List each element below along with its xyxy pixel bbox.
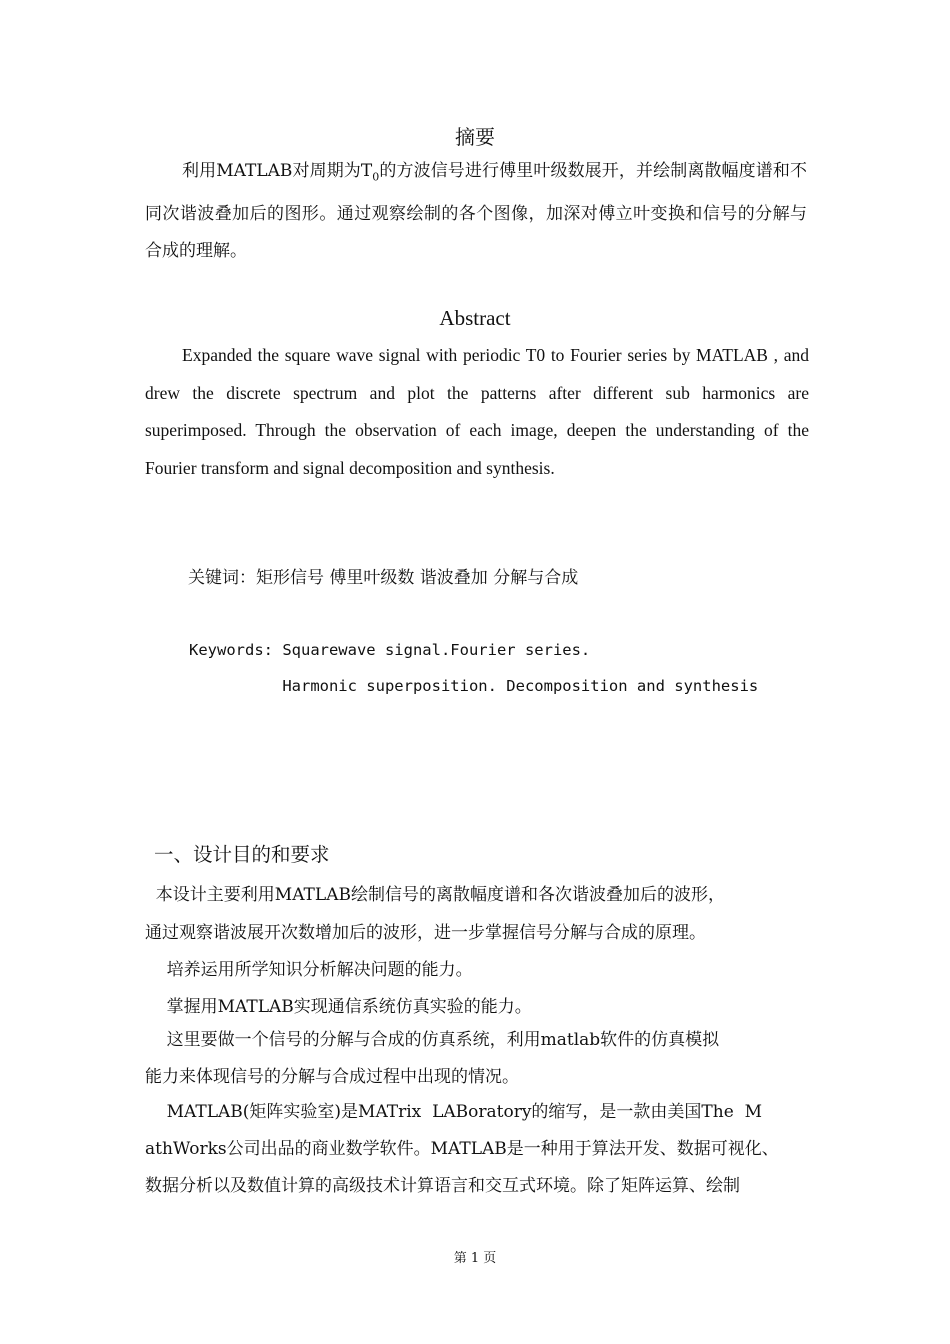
abstract-cn-title: 摘要 <box>455 125 495 149</box>
section-1-line: athWorks公司出品的商业数学软件。MATLAB是一种用于算法开发、数据可视化、 <box>145 1139 779 1159</box>
keywords-cn: 关键词：矩形信号 傅里叶级数 谐波叠加 分解与合成 <box>188 568 579 588</box>
abstract-cn-text-start: 利用MATLAB对周期为T <box>182 161 373 181</box>
page-number: 第 1 页 <box>453 1251 497 1266</box>
keywords-en-line-1: Keywords: Squarewave signal.Fourier series. <box>189 641 591 659</box>
section-1-line: 能力来体现信号的分解与合成过程中出现的情况。 <box>145 1067 519 1087</box>
abstract-cn-body <box>145 153 807 271</box>
section-1-line: 这里要做一个信号的分解与合成的仿真系统，利用matlab软件的仿真模拟 <box>145 1030 720 1050</box>
abstract-cn-subscript: 0 <box>372 170 380 184</box>
section-1-line: 通过观察谐波展开次数增加后的波形，进一步掌握信号分解与合成的原理。 <box>145 923 706 943</box>
section-1-line: 培养运用所学知识分析解决问题的能力。 <box>145 960 473 980</box>
section-1-line: 掌握用MATLAB实现通信系统仿真实验的能力。 <box>145 997 532 1017</box>
section-1-line: 本设计主要利用MATLAB绘制信号的离散幅度谱和各次谐波叠加后的波形， <box>145 885 725 905</box>
keywords-en-line-2: Harmonic superposition. Decomposition and synthesis <box>189 677 759 695</box>
section-1-title: 一、设计目的和要求 <box>154 843 330 866</box>
abstract-cn-text-rest: 的方波信号进行傅里叶级数展开，并绘制离散幅度谱和不同次谐波叠加后的图形。通过观察绘制的各个图像，加深对傅立叶变换和信号的分解与合成的理解。 <box>145 161 807 262</box>
section-1-line: MATLAB(矩阵实验室)是MATrix LABoratory的缩写，是一款由美国The M <box>145 1102 762 1122</box>
keywords-en <box>189 632 758 704</box>
section-1-line: 数据分析以及数值计算的高级技术计算语言和交互式环境。除了矩阵运算、绘制 <box>145 1176 740 1196</box>
abstract-en-title: Abstract <box>439 306 511 330</box>
abstract-en-body: Expanded the square wave signal with periodic T0 to Fourier series by MATLAB , and drew the discrete spectrum and plot the patterns after different sub harmonics are superimposed. Through the observation of each image, deepen the understanding of the Fourier transform and signal decomposition and synthesis. <box>145 345 809 478</box>
